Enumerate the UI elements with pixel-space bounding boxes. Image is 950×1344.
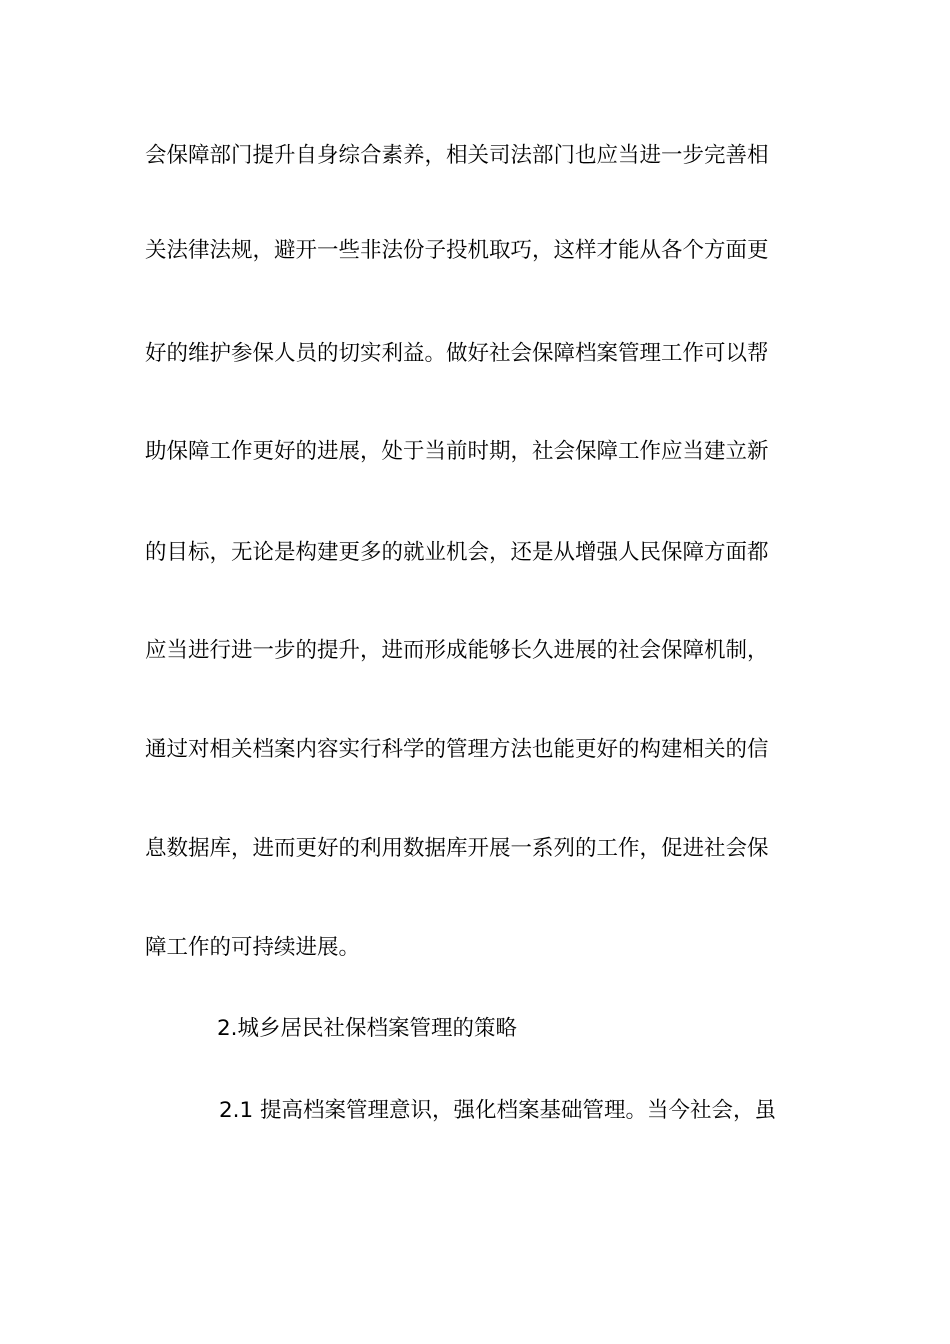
paragraph-line-4: 助保障工作更好的进展，处于当前时期，社会保障工作应当建立新 <box>145 439 769 464</box>
paragraph-line-1: 会保障部门提升自身综合素养，相关司法部门也应当进一步完善相 <box>145 143 769 168</box>
paragraph-line-7: 通过对相关档案内容实行科学的管理方法也能更好的构建相关的信 <box>145 737 769 762</box>
paragraph-line-5: 的目标，无论是构建更多的就业机会，还是从增强人民保障方面都 <box>145 540 769 565</box>
paragraph-line-2: 关法律法规，避开一些非法份子投机取巧，这样才能从各个方面更 <box>145 238 769 263</box>
paragraph-line-8: 息数据库，进而更好的利用数据库开展一系列的工作，促进社会保 <box>145 836 769 861</box>
subsection-line: 2.1 提高档案管理意识，强化档案基础管理。当今社会，虽 <box>219 1098 777 1123</box>
section-heading: 2.城乡居民社保档案管理的策略 <box>217 1016 518 1041</box>
paragraph-line-6: 应当进行进一步的提升，进而形成能够长久进展的社会保障机制， <box>145 638 769 663</box>
paragraph-line-3: 好的维护参保人员的切实利益。做好社会保障档案管理工作可以帮 <box>145 341 769 366</box>
paragraph-line-9: 障工作的可持续进展。 <box>145 935 361 960</box>
